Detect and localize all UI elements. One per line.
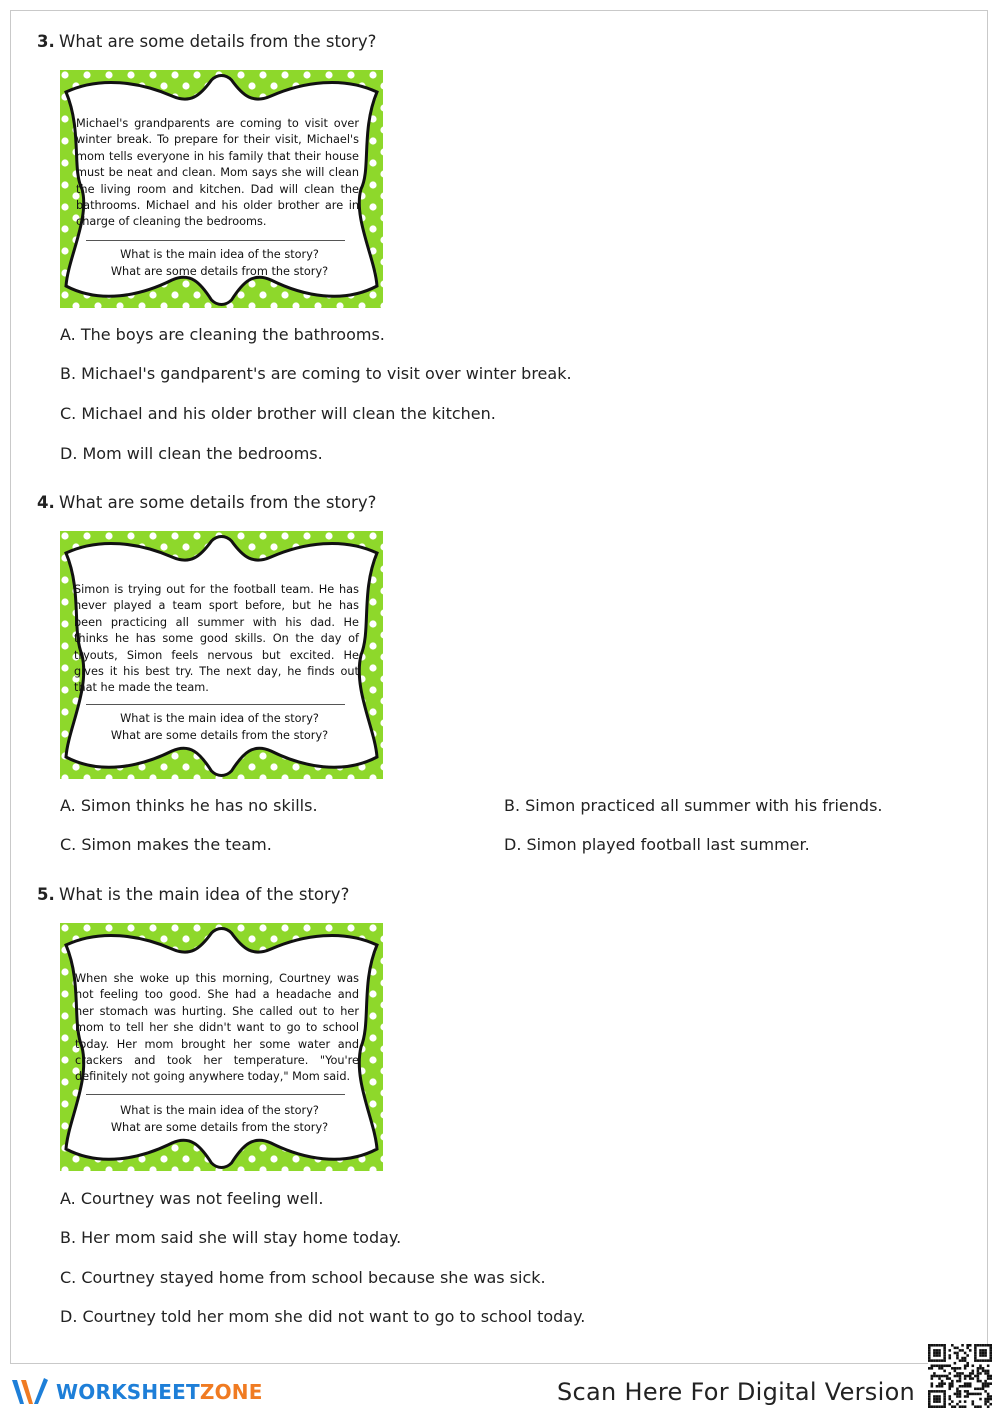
logo-word: WORKSHEET xyxy=(56,1380,200,1404)
story-card xyxy=(60,531,383,779)
answer-option[interactable]: D. Courtney told her mom she did not want to go to school today. xyxy=(60,1307,586,1326)
answer-option[interactable]: D. Mom will clean the bedrooms. xyxy=(60,444,323,463)
story-prompt xyxy=(80,711,359,744)
story-prompt xyxy=(80,1103,359,1136)
answer-option[interactable]: A. Courtney was not feeling well. xyxy=(60,1189,324,1208)
prompt-line: What is the main idea of the story? xyxy=(120,1104,319,1117)
divider xyxy=(86,1094,345,1095)
answer-option[interactable]: A. The boys are cleaning the bathrooms. xyxy=(60,325,385,344)
logo-word: ZONE xyxy=(199,1380,263,1404)
logo-text xyxy=(56,1380,263,1404)
prompt-line: What are some details from the story? xyxy=(110,728,329,742)
question-text: What is the main idea of the story? xyxy=(59,885,350,904)
answer-option[interactable]: B. Michael's gandparent's are coming to visit over winter break. xyxy=(60,364,572,383)
answer-option[interactable]: A. Simon thinks he has no skills. xyxy=(60,796,318,815)
story-passage: When she woke up this morning, Courtney was not feeling too good. She had a headache and her stomach was hurting. She called out to her mom to tell her she didn't want to go to school today. Her mom brought her some water and crackers and took her temperature. "You're definitely not going anywhere today," Mom said. xyxy=(75,972,359,1084)
answer-option[interactable]: C. Michael and his older brother will clean the kitchen. xyxy=(60,404,496,423)
story-card xyxy=(60,70,383,308)
story-passage: Simon is trying out for the football team. He has never played a team sport before, but he has been practicing all summer with his dad. He thinks he has some good skills. On the day of tryouts, Simon feels nervous but excited. He gives it his best try. The next day, he finds out that he made the team. xyxy=(74,583,359,695)
qr-code-icon[interactable] xyxy=(928,1344,992,1408)
question-5 xyxy=(37,885,349,904)
answer-option[interactable]: B. Her mom said she will stay home today. xyxy=(60,1228,402,1247)
answer-option[interactable]: B. Simon practiced all summer with his friends. xyxy=(504,796,883,815)
question-text: What are some details from the story? xyxy=(59,32,377,51)
answer-option[interactable]: D. Simon played football last summer. xyxy=(504,835,810,854)
answer-option[interactable]: C. Simon makes the team. xyxy=(60,835,272,854)
divider xyxy=(86,240,345,241)
question-number: 3. xyxy=(37,32,55,51)
answer-option[interactable]: C. Courtney stayed home from school because she was sick. xyxy=(60,1268,546,1287)
question-number: 5. xyxy=(37,885,55,904)
question-4 xyxy=(37,493,376,512)
story-card xyxy=(60,923,383,1171)
worksheet-zone-logo[interactable] xyxy=(10,1376,263,1408)
prompt-line: What is the main idea of the story? xyxy=(120,248,319,261)
question-3 xyxy=(37,32,376,51)
story-passage: Michael's grandparents are coming to visit over winter break. To prepare for their visit, Michael's mom tells everyone in his family that their house must be neat and clean. Mom says she will clean the living room and kitchen. Dad will clean the bathrooms. Michael and his older brother are in charge of cleaning the bedrooms. xyxy=(76,117,359,229)
question-text: What are some details from the story? xyxy=(59,493,377,512)
story-prompt xyxy=(80,247,359,280)
divider xyxy=(86,704,345,705)
prompt-line: What is the main idea of the story? xyxy=(120,712,319,725)
prompt-line: What are some details from the story? xyxy=(110,264,329,278)
worksheet-zone-logo-icon xyxy=(10,1376,50,1408)
question-number: 4. xyxy=(37,493,55,512)
prompt-line: What are some details from the story? xyxy=(110,1120,329,1134)
scan-instruction: Scan Here For Digital Version xyxy=(557,1378,916,1406)
